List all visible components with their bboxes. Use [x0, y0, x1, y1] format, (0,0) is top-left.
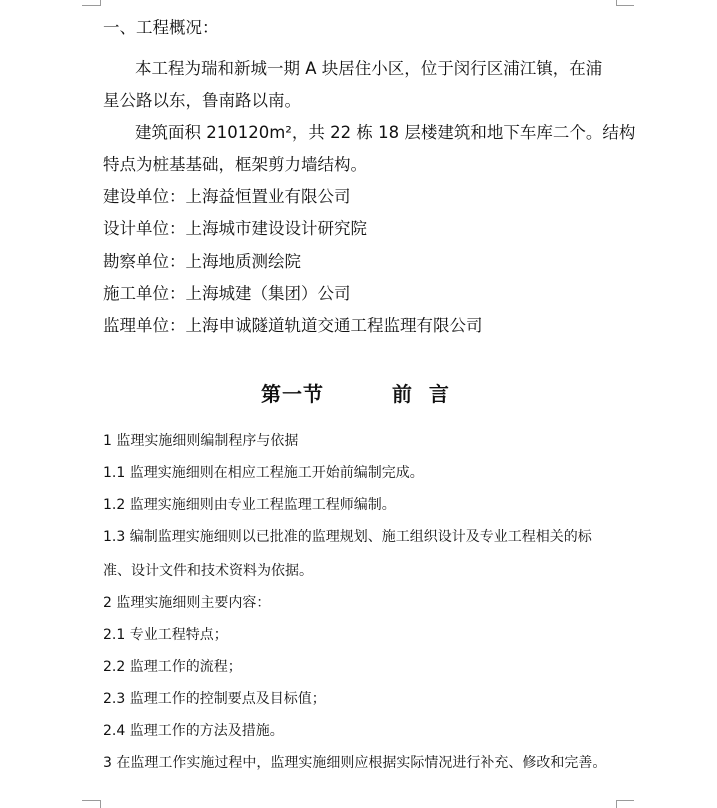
unit-line-construction: 建设单位：上海益恒置业有限公司 [103, 187, 351, 206]
overview-paragraph-line: 本工程为瑞和新城一期 A 块居住小区，位于闵行区浦江镇，在浦 [135, 59, 603, 78]
section-heading-number: 第一节 [261, 382, 324, 406]
crop-mark-top-left-h [82, 5, 100, 6]
list-item: 1.2 监理实施细则由专业工程监理工程师编制。 [103, 497, 396, 513]
overview-paragraph-line: 星公路以东，鲁南路以南。 [103, 91, 301, 110]
list-item: 3 在监理工作实施过程中，监理实施细则应根据实际情况进行补充、修改和完善。 [103, 755, 607, 771]
list-item: 2 监理实施细则主要内容： [103, 595, 271, 611]
unit-line-survey: 勘察单位：上海地质测绘院 [103, 252, 301, 271]
list-item: 2.2 监理工作的流程； [103, 659, 242, 675]
unit-line-supervisor: 监理单位：上海申诚隧道轨道交通工程监理有限公司 [103, 316, 483, 335]
list-item: 准、设计文件和技术资料为依据。 [103, 563, 313, 579]
list-item: 1.1 监理实施细则在相应工程施工开始前编制完成。 [103, 465, 424, 481]
unit-line-contractor: 施工单位：上海城建（集团）公司 [103, 284, 351, 303]
section-heading-title: 前 言 [392, 382, 450, 406]
list-item: 2.3 监理工作的控制要点及目标值； [103, 691, 326, 707]
list-item: 1.3 编制监理实施细则以已批准的监理规划、施工组织设计及专业工程相关的标 [103, 529, 592, 545]
section-title-overview: 一、工程概况： [103, 18, 219, 37]
crop-mark-top-left-v [100, 0, 101, 6]
area-paragraph-line: 特点为桩基基础，框架剪力墙结构。 [103, 155, 367, 174]
crop-mark-bottom-left-v [100, 800, 101, 808]
list-item: 2.4 监理工作的方法及措施。 [103, 723, 284, 739]
crop-mark-bottom-right-h [616, 800, 634, 801]
list-item: 1 监理实施细则编制程序与依据 [103, 433, 299, 449]
area-paragraph-line: 建筑面积 210120m²，共 22 栋 18 层楼建筑和地下车库二个。结构 [135, 123, 636, 142]
crop-mark-bottom-left-h [82, 800, 100, 801]
crop-mark-top-right-h [616, 5, 634, 6]
unit-line-design: 设计单位：上海城市建设设计研究院 [103, 219, 367, 238]
crop-mark-bottom-right-v [616, 800, 617, 808]
list-item: 2.1 专业工程特点； [103, 627, 228, 643]
